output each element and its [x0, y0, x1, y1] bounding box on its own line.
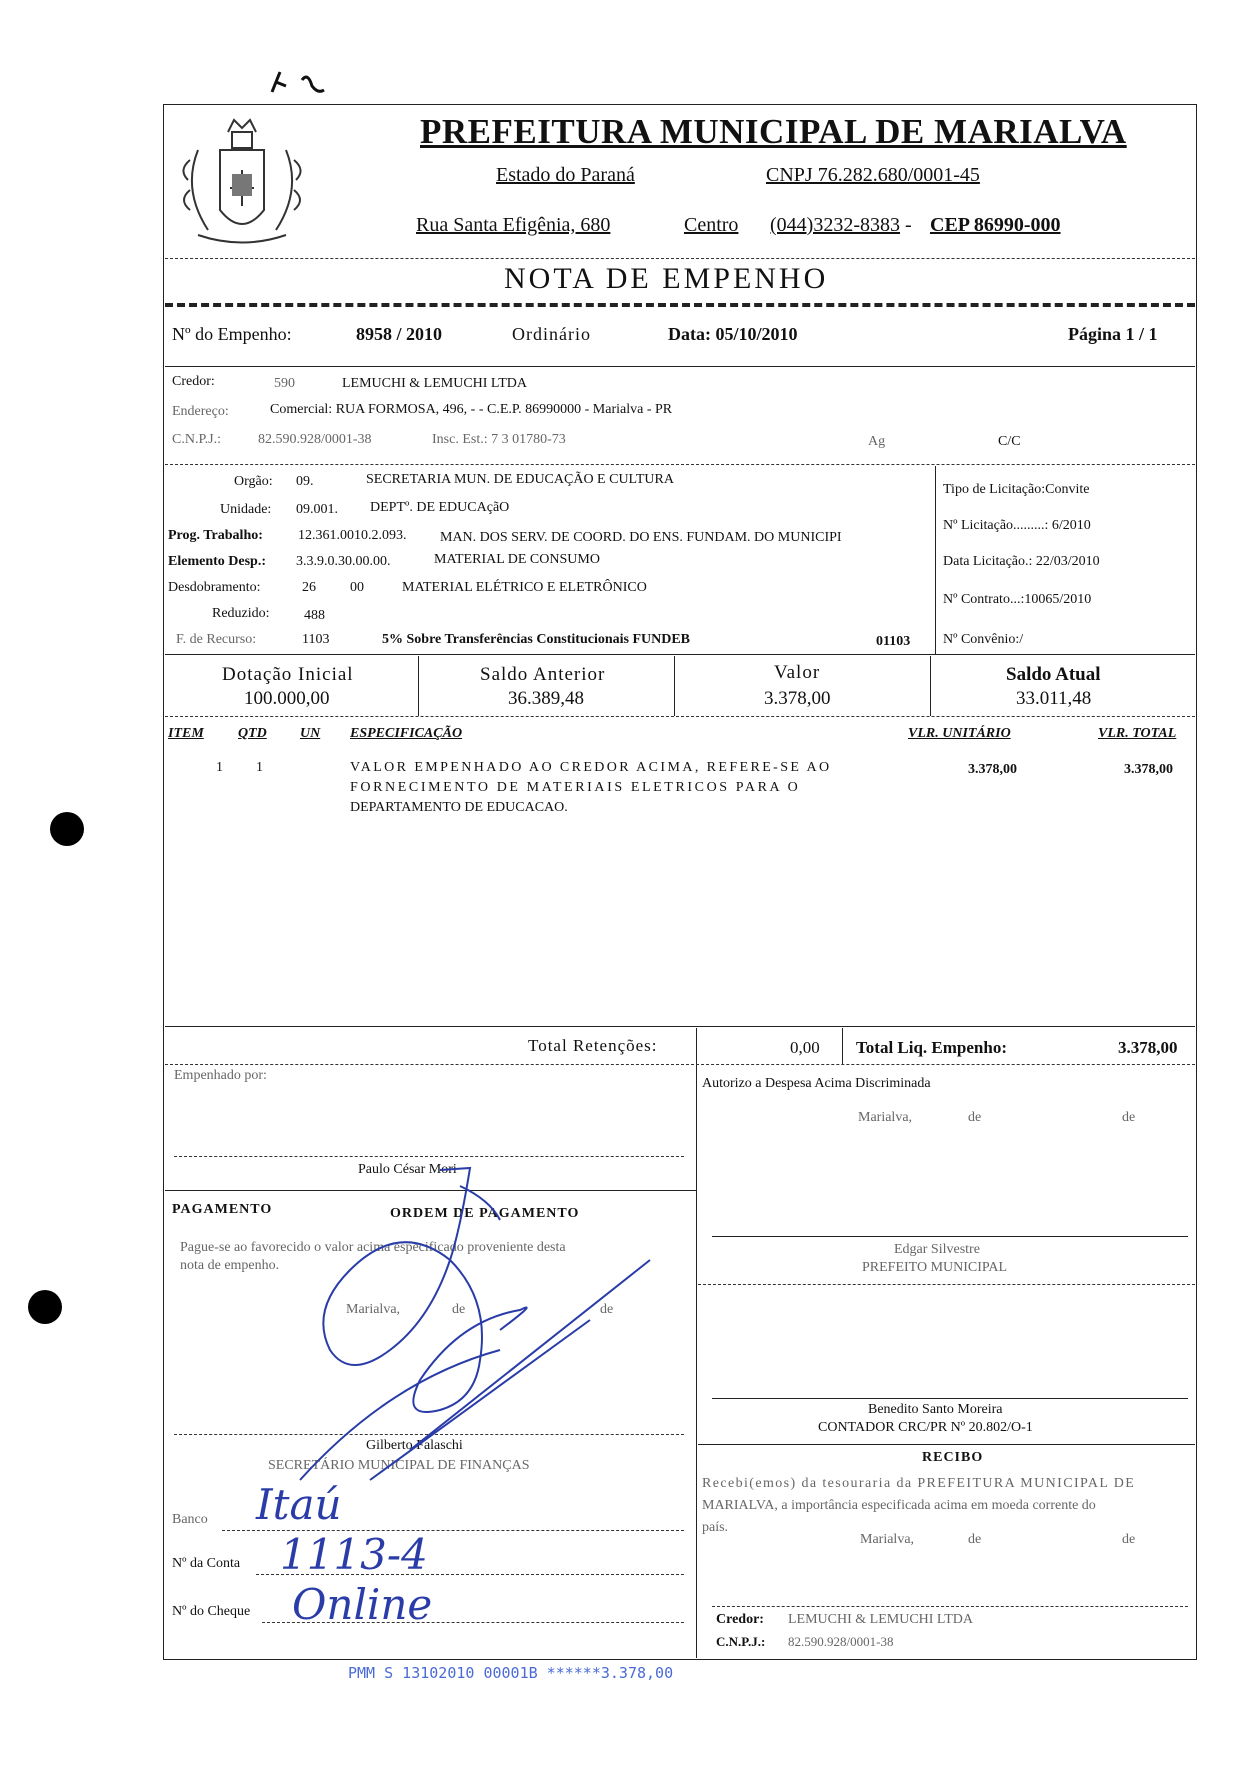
empenho-number-label: Nº do Empenho: [172, 324, 292, 344]
cheque-label: Nº do Cheque [172, 1604, 251, 1619]
recurso-label: F. de Recurso: [176, 632, 257, 647]
separator-dash: - [905, 214, 912, 236]
cnpj-label: C.N.P.J.: [172, 432, 222, 447]
retencoes-label: Total Retenções: [528, 1036, 658, 1055]
recibo-cnpj: 82.590.928/0001-38 [788, 1634, 894, 1649]
signature-line [712, 1236, 1188, 1237]
divider [165, 716, 1195, 717]
unidade: 09.001. [296, 502, 338, 517]
elemento-name: MATERIAL DE CONSUMO [434, 552, 600, 567]
retencoes-value: 0,00 [790, 1038, 820, 1057]
saldo-anterior-value: 36.389,48 [508, 688, 584, 709]
pagamento-title: PAGAMENTO [172, 1202, 273, 1217]
dotacao-label: Dotação Inicial [222, 664, 354, 685]
municipality-title: PREFEITURA MUNICIPAL DE MARIALVA [420, 112, 1127, 151]
address-district: Centro [684, 214, 739, 236]
col-header-un: UN [300, 726, 321, 741]
licitacao-number: Nº Licitação.........: 6/2010 [943, 518, 1091, 533]
autorizo-de-2: de [1122, 1110, 1136, 1125]
prog-name: MAN. DOS SERV. DE COORD. DO ENS. FUNDAM. DO MUNICIPI [440, 530, 842, 545]
handwritten-mark [262, 42, 342, 102]
recibo-credor-label: Credor: [716, 1612, 764, 1627]
elemento-label: Elemento Desp.: [168, 554, 266, 569]
contador-name: Benedito Santo Moreira [868, 1402, 1003, 1417]
recibo-line-2: MARIALVA, a importância especificada acima em moeda corrente do [702, 1498, 1096, 1513]
recibo-de-2: de [1122, 1532, 1136, 1547]
pagamento-city: Marialva, [346, 1302, 401, 1317]
divider-vertical [930, 656, 931, 716]
contrato-number: Nº Contrato...:10065/2010 [943, 592, 1092, 607]
item-qtd: 1 [256, 760, 263, 775]
divider-vertical [696, 1028, 697, 1658]
state-name: Estado do Paraná [496, 164, 635, 186]
item-spec-line-3: DEPARTAMENTO DE EDUCACAO. [350, 800, 568, 815]
empenhado-por-label: Empenhado por: [174, 1068, 267, 1083]
empenho-type: Ordinário [512, 324, 591, 344]
divider-thick [165, 303, 1195, 307]
divider-vertical [935, 466, 936, 654]
item-number: 1 [216, 760, 223, 775]
empenho-date: Data: 05/10/2010 [668, 324, 798, 344]
prog-label: Prog. Trabalho: [168, 528, 263, 543]
coat-of-arms-logo [168, 110, 316, 250]
item-spec-line-1: VALOR EMPENHADO AO CREDOR ACIMA, REFERE-SE AO [350, 760, 832, 775]
punch-hole-bottom [28, 1290, 62, 1324]
desdob-code-2: 00 [350, 580, 364, 595]
cheque-handwritten: Online [292, 1580, 433, 1629]
unidade-label: Unidade: [220, 502, 272, 517]
item-spec-line-2: FORNECIMENTO DE MATERIAIS ELETRICOS PARA O [350, 780, 801, 795]
divider [165, 258, 1195, 259]
divider [165, 654, 1195, 655]
col-header-especificacao: ESPECIFICAÇÃO [350, 726, 463, 741]
reduzido: 488 [304, 608, 325, 623]
contador-role: CONTADOR CRC/PR Nº 20.802/O-1 [818, 1420, 1033, 1435]
pagamento-de-1: de [452, 1302, 466, 1317]
credor-address: Comercial: RUA FORMOSA, 496, - - C.E.P. 86990000 - Marialva - PR [270, 402, 673, 417]
licitacao-type: Tipo de Licitação:Convite [943, 482, 1090, 497]
bank-account-label: C/C [998, 434, 1021, 449]
credor-code: 590 [274, 376, 295, 391]
autorizo-text: Autorizo a Despesa Acima Discriminada [702, 1076, 931, 1091]
orgao: 09. [296, 474, 314, 489]
orgao-label: Orgão: [234, 474, 273, 489]
signature-line [712, 1398, 1188, 1399]
saldo-atual-label: Saldo Atual [1006, 664, 1101, 685]
cep: CEP 86990-000 [930, 214, 1061, 236]
divider-vertical [842, 1028, 843, 1064]
credor-ie: Insc. Est.: 7 3 01780-73 [432, 432, 566, 447]
banco-handwritten: Itaú [256, 1480, 342, 1529]
recibo-line-1: Recebi(emos) da tesouraria da PREFEITURA MUNICIPAL DE [702, 1476, 1136, 1491]
banco-label: Banco [172, 1512, 208, 1527]
address-label: Endereço: [172, 404, 229, 419]
punch-hole-top [50, 812, 84, 846]
convenio: Nº Convênio:/ [943, 632, 1024, 647]
page-number: Página 1 / 1 [1068, 324, 1158, 344]
col-header-qtd: QTD [238, 726, 267, 741]
handwritten-signature [290, 1150, 690, 1490]
credor-label: Credor: [172, 374, 215, 389]
col-header-vlr-unitario: VLR. UNITÁRIO [908, 726, 1011, 741]
pague-se-line-1: Pague-se ao favorecido o valor acima especificado proveniente desta [180, 1240, 566, 1255]
pagamento-de-2: de [600, 1302, 614, 1317]
address-street: Rua Santa Efigênia, 680 [416, 214, 611, 236]
prog-code: 12.361.0010.2.093. [298, 528, 407, 543]
elemento-code: 3.3.9.0.30.00.00. [296, 554, 391, 569]
empenho-number: 8958 / 2010 [356, 324, 443, 344]
liquido-label: Total Liq. Empenho: [856, 1038, 1007, 1057]
liquido-value: 3.378,00 [1118, 1038, 1178, 1057]
col-header-item: ITEM [168, 726, 204, 741]
divider [165, 1026, 1195, 1027]
recibo-title: RECIBO [922, 1450, 984, 1465]
recibo-credor-name: LEMUCHI & LEMUCHI LTDA [788, 1612, 973, 1627]
divider [165, 1064, 1195, 1065]
conta-label: Nº da Conta [172, 1556, 241, 1571]
unidade-name: DEPTº. DE EDUCAçãO [370, 500, 510, 515]
desdob-name: MATERIAL ELÉTRICO E ELETRÔNICO [402, 580, 647, 595]
dotacao-value: 100.000,00 [244, 688, 330, 709]
recibo-line-3: país. [702, 1520, 729, 1535]
recibo-cnpj-label: C.N.P.J.: [716, 1634, 766, 1649]
valor-value: 3.378,00 [764, 688, 831, 709]
signer-2-role: SECRETÁRIO MUNICIPAL DE FINANÇAS [268, 1458, 530, 1473]
cnpj-header: CNPJ 76.282.680/0001-45 [766, 164, 980, 186]
col-header-vlr-total: VLR. TOTAL [1098, 726, 1177, 741]
licitacao-date: Data Licitação.: 22/03/2010 [943, 554, 1100, 569]
divider-vertical [418, 656, 419, 716]
recibo-city: Marialva, [860, 1532, 915, 1547]
recurso-name: 5% Sobre Transferências Constitucionais FUNDEB [382, 632, 691, 647]
recurso-number: 01103 [876, 634, 911, 649]
signer-2-name: Gilberto Falaschi [366, 1438, 463, 1453]
phone: (044)3232-8383 [770, 214, 900, 236]
orgao-name: SECRETARIA MUN. DE EDUCAÇÃO E CULTURA [366, 472, 674, 487]
conta-handwritten: 1113-4 [280, 1530, 428, 1579]
desdob-label: Desdobramento: [168, 580, 261, 595]
saldo-anterior-label: Saldo Anterior [480, 664, 606, 685]
prefeito-name: Edgar Silvestre [894, 1242, 980, 1257]
ordem-pagamento-title: ORDEM DE PAGAMENTO [390, 1206, 580, 1221]
reduzido-label: Reduzido: [212, 606, 270, 621]
saldo-atual-value: 33.011,48 [1016, 688, 1092, 709]
credor-name: LEMUCHI & LEMUCHI LTDA [342, 376, 527, 391]
autorizo-de-1: de [968, 1110, 982, 1125]
divider [165, 366, 1195, 367]
recurso-code: 1103 [302, 632, 330, 647]
mechanical-print: PMM S 13102010 00001B ******3.378,00 [348, 1664, 674, 1682]
desdob-code: 26 [302, 580, 316, 595]
pague-se-line-2: nota de empenho. [180, 1258, 280, 1273]
autorizo-city: Marialva, [858, 1110, 913, 1125]
prefeito-role: PREFEITO MUNICIPAL [862, 1260, 1008, 1275]
divider [165, 464, 1195, 465]
recibo-de-1: de [968, 1532, 982, 1547]
signer-1-name: Paulo César Mori [358, 1162, 457, 1177]
divider [698, 1444, 1195, 1445]
valor-label: Valor [774, 662, 821, 683]
divider-vertical [674, 656, 675, 716]
item-total-value: 3.378,00 [1124, 762, 1173, 777]
divider [698, 1284, 1195, 1285]
document-title: NOTA DE EMPENHO [504, 262, 829, 295]
signature-line [712, 1606, 1188, 1607]
credor-cnpj: 82.590.928/0001-38 [258, 432, 372, 447]
bank-agency-label: Ag [868, 434, 886, 449]
item-unit-value: 3.378,00 [968, 762, 1017, 777]
